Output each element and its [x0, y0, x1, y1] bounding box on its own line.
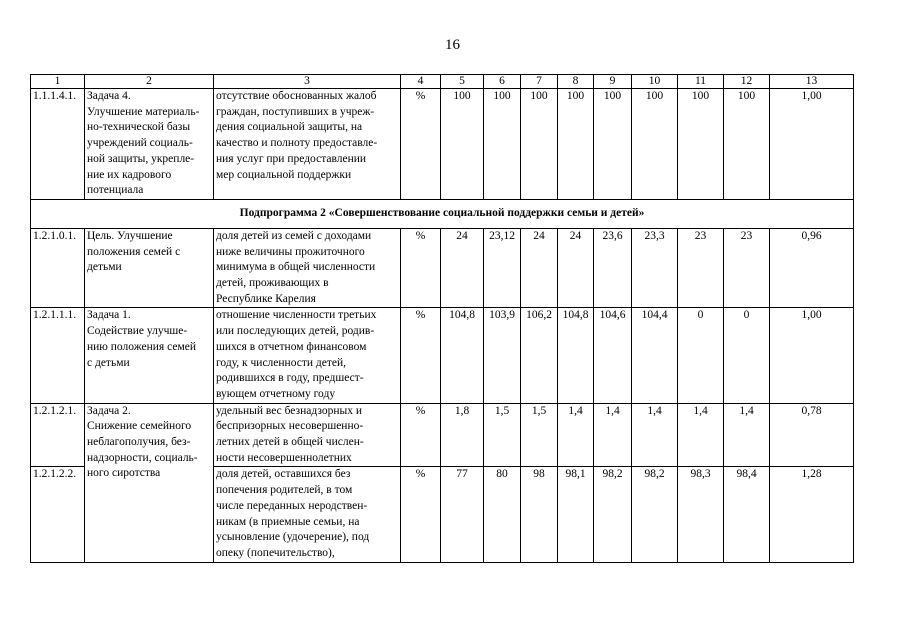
value-cell: 100: [678, 89, 724, 200]
value-cell: 98,2: [594, 467, 632, 562]
indicator-line: ности несовершеннолетних: [216, 451, 352, 464]
indicator-line: вующем отчетному году: [216, 387, 336, 400]
value-cell: 0: [678, 308, 724, 403]
value-cell: 1,4: [594, 403, 632, 467]
column-header: 13: [770, 75, 854, 89]
task-line: Улучшение материаль-: [87, 105, 200, 118]
indicator-line: минимума в общей численности: [216, 261, 376, 274]
row-code: 1.1.1.4.1.: [31, 89, 85, 200]
indicator-line: или последующих детей, родив-: [216, 325, 375, 338]
table-row: [31, 308, 854, 403]
task-line: ние их кадрового: [87, 168, 172, 181]
task-line: Задача 4.: [87, 90, 131, 102]
indicator-cell: [214, 89, 401, 200]
value-cell: 23,12: [484, 228, 521, 308]
task-cell: [85, 403, 214, 562]
value-cell: 100: [521, 89, 558, 200]
indicator-line: отношение численности третьих: [216, 309, 377, 322]
value-cell: 100: [594, 89, 632, 200]
value-cell: 106,2: [521, 308, 558, 403]
table-row: [31, 228, 854, 308]
task-line: Цель. Улучшение: [87, 229, 173, 242]
value-cell: 1,5: [484, 403, 521, 467]
indicator-line: доля детей из семей с доходами: [216, 229, 372, 242]
indicator-line: качество и полноту предоставле-: [216, 137, 378, 150]
value-cell: 1,4: [724, 403, 770, 467]
task-line: надзорности, социаль-: [87, 451, 198, 464]
value-cell: 100: [441, 89, 484, 200]
value-cell: 98,4: [724, 467, 770, 562]
column-header: 6: [484, 75, 521, 89]
value-cell: 100: [632, 89, 678, 200]
ratio-cell: 0,78: [770, 403, 854, 467]
column-header: 8: [558, 75, 594, 89]
value-cell: 104,8: [558, 308, 594, 403]
column-header: 9: [594, 75, 632, 89]
column-header: 2: [85, 75, 214, 89]
indicator-line: опеку (попечительство),: [216, 546, 335, 559]
task-line: неблагополучия, без-: [87, 436, 191, 449]
value-cell: 100: [558, 89, 594, 200]
indicator-line: доля детей, оставшихся без: [216, 468, 351, 481]
value-cell: 23: [678, 228, 724, 308]
task-line: Задача 1.: [87, 309, 131, 322]
indicator-line: году, к численности детей,: [216, 356, 347, 369]
value-cell: 98: [521, 467, 558, 562]
value-cell: 1,8: [441, 403, 484, 467]
task-line: с детьми: [87, 356, 130, 369]
value-cell: 23,3: [632, 228, 678, 308]
task-line: положения семей с: [87, 245, 181, 258]
task-line: учреждений социаль-: [87, 137, 193, 150]
column-header: 12: [724, 75, 770, 89]
indicator-line: родившихся в году, предшест-: [216, 372, 364, 385]
indicator-line: ния услуг при предоставлении: [216, 152, 367, 165]
indicator-line: числе переданных неродствен-: [216, 499, 368, 512]
indicator-line: удельный вес безнадзорных и: [216, 404, 362, 417]
subprogram-row: [31, 199, 854, 228]
ratio-cell: 0,96: [770, 228, 854, 308]
row-code: 1.2.1.1.1.: [31, 308, 85, 403]
column-number-row: [31, 75, 854, 89]
value-cell: 77: [441, 467, 484, 562]
row-code: 1.2.1.2.2.: [31, 467, 85, 562]
column-header: 3: [214, 75, 401, 89]
value-cell: 1,4: [632, 403, 678, 467]
value-cell: 24: [558, 228, 594, 308]
value-cell: 24: [441, 228, 484, 308]
indicator-line: граждан, поступивших в учреж-: [216, 105, 375, 118]
task-cell: [85, 89, 214, 200]
indicator-line: усыновление (удочерение), под: [216, 531, 370, 544]
task-line: Задача 2.: [87, 404, 131, 417]
indicator-line: ниже величины прожиточного: [216, 245, 365, 258]
column-header: 4: [401, 75, 441, 89]
task-line: Содействие улучше-: [87, 325, 188, 338]
task-cell: [85, 228, 214, 308]
indicator-line: никам (в приемные семьи, на: [216, 515, 360, 528]
row-code: 1.2.1.0.1.: [31, 228, 85, 308]
subprogram-title: Подпрограмма 2 «Совершенствование социальной поддержки семьи и детей»: [31, 199, 854, 228]
value-cell: 98,1: [558, 467, 594, 562]
task-line: нию положения семей: [87, 340, 196, 353]
column-header: 11: [678, 75, 724, 89]
table-row: [31, 89, 854, 200]
column-header: 1: [31, 75, 85, 89]
task-line: Снижение семейного: [87, 420, 192, 433]
indicator-line: отсутствие обоснованных жалоб: [216, 90, 377, 102]
indicator-cell: [214, 467, 401, 562]
indicator-cell: [214, 308, 401, 403]
task-line: детьми: [87, 261, 122, 274]
value-cell: 1,5: [521, 403, 558, 467]
value-cell: 24: [521, 228, 558, 308]
indicator-cell: [214, 228, 401, 308]
ratio-cell: 1,00: [770, 308, 854, 403]
unit-cell: %: [401, 228, 441, 308]
page-number: 16: [445, 37, 460, 53]
task-line: ного сиротства: [87, 467, 161, 480]
value-cell: 104,4: [632, 308, 678, 403]
unit-cell: %: [401, 308, 441, 403]
indicator-line: попечения родителей, в том: [216, 484, 353, 497]
ratio-cell: 1,00: [770, 89, 854, 200]
column-header: 5: [441, 75, 484, 89]
task-line: но-технической базы: [87, 121, 191, 134]
indicator-line: детей, проживающих в: [216, 277, 329, 290]
ratio-cell: 1,28: [770, 467, 854, 562]
value-cell: 98,3: [678, 467, 724, 562]
task-line: потенциала: [87, 184, 144, 197]
value-cell: 100: [724, 89, 770, 200]
column-header: 7: [521, 75, 558, 89]
value-cell: 23: [724, 228, 770, 308]
value-cell: 1,4: [558, 403, 594, 467]
indicator-cell: [214, 403, 401, 467]
value-cell: 104,8: [441, 308, 484, 403]
value-cell: 0: [724, 308, 770, 403]
indicator-line: летних детей в общей числен-: [216, 436, 364, 449]
value-cell: 23,6: [594, 228, 632, 308]
task-cell: [85, 308, 214, 403]
indicator-line: шихся в отчетном финансовом: [216, 340, 367, 353]
table-row: [31, 403, 854, 467]
value-cell: 1,4: [678, 403, 724, 467]
value-cell: 103,9: [484, 308, 521, 403]
unit-cell: %: [401, 403, 441, 467]
unit-cell: %: [401, 467, 441, 562]
value-cell: 104,6: [594, 308, 632, 403]
value-cell: 98,2: [632, 467, 678, 562]
unit-cell: %: [401, 89, 441, 200]
value-cell: 80: [484, 467, 521, 562]
column-header: 10: [632, 75, 678, 89]
row-code: 1.2.1.2.1.: [31, 403, 85, 467]
indicator-line: Республике Карелия: [216, 292, 316, 305]
value-cell: 100: [484, 89, 521, 200]
indicator-line: дения социальной защиты, на: [216, 121, 363, 134]
indicators-table: [30, 74, 854, 563]
indicator-line: мер социальной поддержки: [216, 168, 352, 181]
indicator-line: беспризорных несовершенно-: [216, 420, 364, 433]
task-line: ной защиты, укрепле-: [87, 152, 195, 165]
